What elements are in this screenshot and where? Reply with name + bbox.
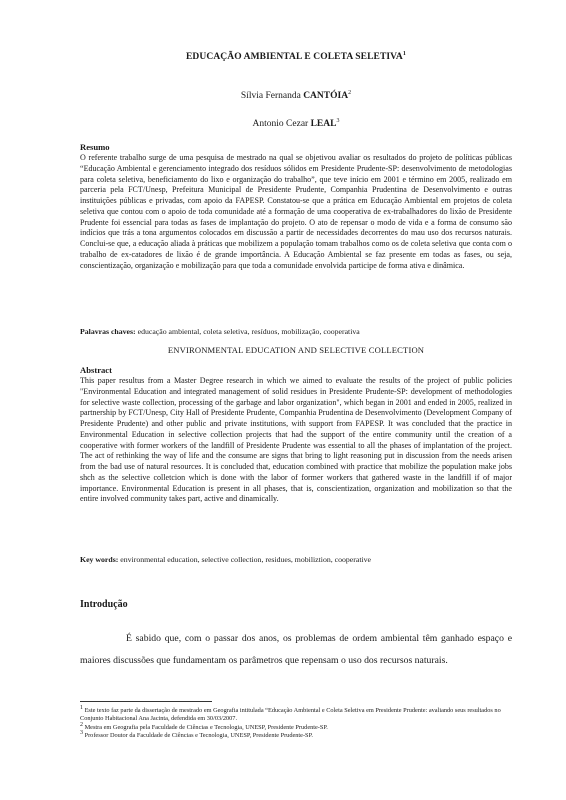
- resumo-heading: Resumo: [80, 142, 110, 152]
- resumo-text: O referente trabalho surge de uma pesquisa de mestrado na qual se objetivou avaliar os resultados do projeto de políticas públicas “Educação Ambiental e gerenciamento integrado dos resíduos sólidos em Presidente Prudente-SP: desenvolvimento de metodologias para coleta seletiva, beneficiamento do lixo e organização do trabalho”, que teve início em 2001 e término em 2005, realizado em parceria pela FCT/Unesp, Prefeitura Municipal de Presidente Prudente, Companhia Prudentina de Desenvolvimento e outras instituições públicas e privadas, com apoio da FAPESP. Constatou-se que a prática em Educação Ambiental em projetos de coleta seletiva que contou com o apoio de toda comunidade até a formação de uma cooperativa de ex-trabalhadores do lixão de Presidente Prudente foi essencial para todas as fases de implantação do projeto. O ato de repensar o modo de vida e a forma de consumo são indícios que trás a tona argumentos colocados em discussão a partir de necessidades decorrentes do mau uso dos recursos naturais. Conclui-se que, a educação aliada à práticas que mobilizem a população tomam trabalhos como os de coleta seletiva que conta com o trabalho de ex-catadores de lixão é de grande importância. A Educação Ambiental se faz presente em todas as fases, ou seja, conscientização, organização e mobilização para que toda a comunidade envolvida participe de forma ativa e dinâmica.: [80, 153, 512, 270]
- footnote-1-mark: 1: [80, 704, 83, 711]
- introducao-heading: Introdução: [80, 599, 128, 610]
- author-1: [80, 91, 512, 101]
- title-footnote-mark: 1: [402, 50, 406, 57]
- footnote-3: [80, 729, 512, 740]
- footnote-3-text: Professor Doutor da Faculdade de Ciências e Tecnologia, UNESP, Presidente Prudente-SP.: [84, 731, 313, 739]
- paper-title-text: EDUCAÇÃO AMBIENTAL E COLETA SELETIVA: [186, 52, 403, 62]
- resumo-keywords-list: educação ambiental, coleta seletiva, resíduos, mobilização, cooperativa: [137, 327, 360, 336]
- footnote-2: [80, 721, 512, 732]
- footnotes: [80, 704, 512, 740]
- abstract-keywords: [80, 555, 512, 565]
- author-2: [80, 119, 512, 129]
- abstract-keywords-label: Key words:: [80, 555, 119, 564]
- footnote-2-mark: 2: [80, 721, 83, 728]
- author-2-name: Antonio Cezar: [252, 119, 309, 129]
- footnote-2-text: Mestra em Geografia pela Faculdade de Ciências e Tecnologia, UNESP, Presidente Prudente-SP.: [84, 723, 328, 731]
- abstract-heading: Abstract: [80, 365, 112, 375]
- resumo-keywords-label: Palavras chaves:: [80, 327, 136, 336]
- author-2-surname: LEAL: [310, 119, 337, 129]
- author-1-note: 2: [348, 89, 352, 96]
- paper-title: [80, 52, 512, 62]
- resumo-keywords: [80, 327, 512, 337]
- footnote-1: [80, 704, 512, 724]
- author-2-note: 3: [336, 117, 340, 124]
- author-1-surname: CANTÓIA: [303, 91, 349, 101]
- footnote-divider: [80, 701, 212, 702]
- footnote-1-text: Este texto faz parte da dissertação de mestrado em Geografia intitulada “Educação Ambiental e Coleta Seletiva em Presidente Prudente: avaliando seus resultados no Conjunto Habitacional Ana Jacinta, defendida em 30/03/2007.: [80, 707, 501, 723]
- author-1-name: Sílvia Fernanda: [240, 91, 301, 101]
- abstract-text: This paper resultus from a Master Degree research in which we aimed to evaluate the results of the project of public policies "Environmental Education and integrated management of solid residues in Presidente Prudente-SP: development of methodologies for selective waste collection, processing of the garbage and labor organization", which began in 2001 and ended in 2005, realized in partnership by FCT/Unesp, City Hall of Presidente Prudente, Companhia Prudentina de Desenvolvimento (Development Company of Presidente Prudente) and other public and private institutions, with support from FAPESP. It was concluded that the practice in Environmental Education in selective collection projects that had the support of the entire community until the creation of a cooperative with former workers of the landfill of Presidente Prudente was essential to all the phases of implantation of the project. The act of rethinking the way of life and the consume are signs that bring to light reasoning put in discussion from the needs arisen from the bad use of natural resources. It is concluded that, education combined with practice that mobilize the population make jobs shch as the selective colletcion which is done with the labor of former workers that gathered waste in the landfill if of major importance. Environmental Education is present in all phases, that is, conscientization, organization and mobilization so that the entire involved community takes part, active and dinamically.: [80, 376, 512, 504]
- english-title: ENVIRONMENTAL EDUCATION AND SELECTIVE COLLECTION: [167, 345, 425, 355]
- abstract-keywords-list: environmental education, selective collection, residues, mobiliztion, cooperative: [120, 555, 372, 564]
- footnote-3-mark: 3: [80, 729, 83, 736]
- introducao-paragraph: É sabido que, com o passar dos anos, os problemas de ordem ambiental têm ganhado espaço e maiores discussões que fundamentam os parâmetros que repensam o uso dos recursos naturais.: [80, 633, 512, 666]
